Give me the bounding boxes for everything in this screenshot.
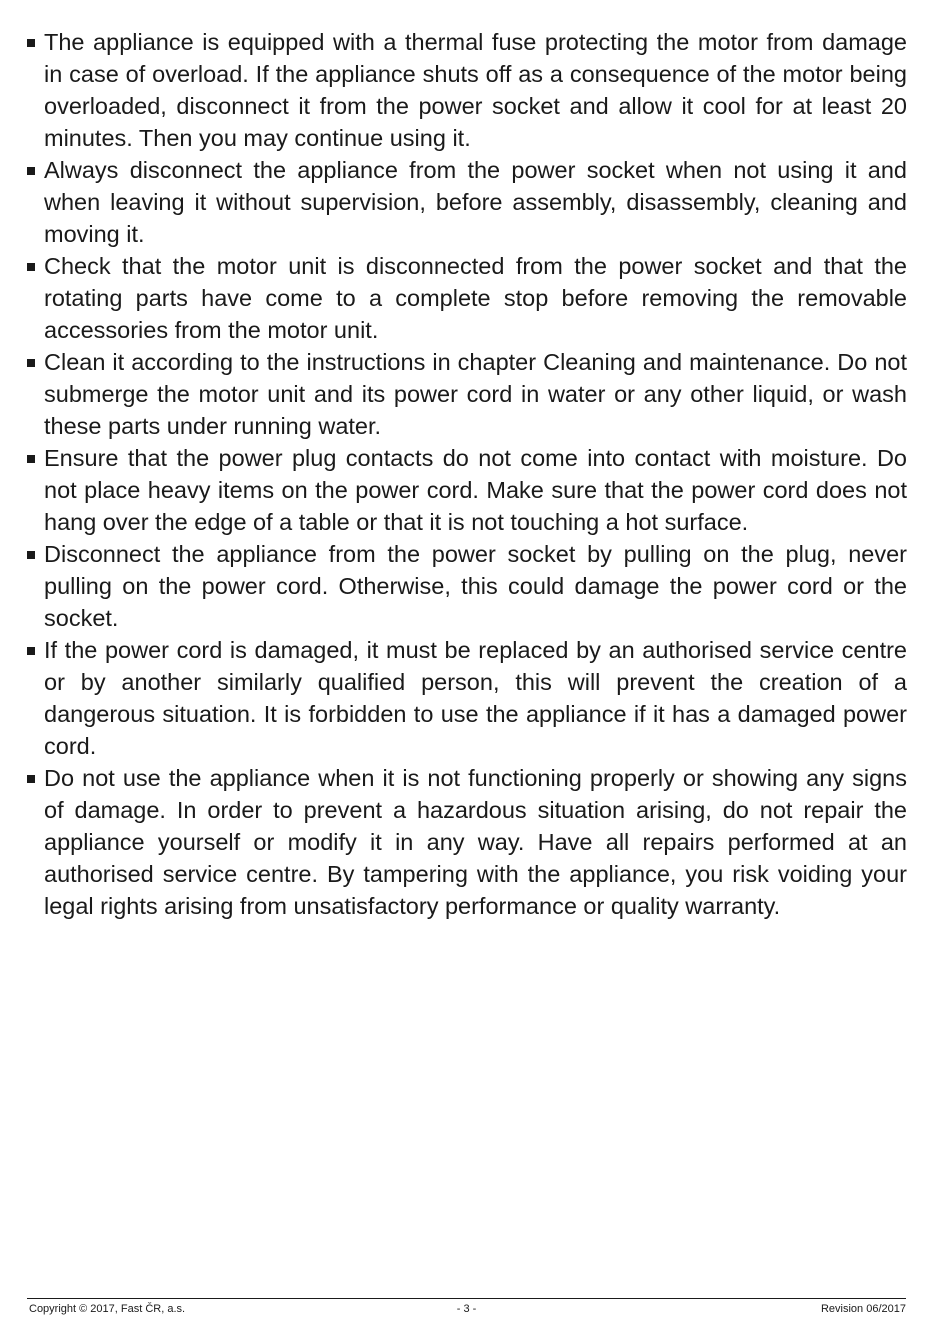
square-bullet-icon <box>27 455 35 463</box>
list-item <box>44 442 907 538</box>
square-bullet-icon <box>27 263 35 271</box>
square-bullet-icon <box>27 775 35 783</box>
square-bullet-icon <box>27 551 35 559</box>
square-bullet-icon <box>27 647 35 655</box>
list-item-text: The appliance is equipped with a thermal fuse protecting the motor from damage in case of overload. If the appliance shuts off as a consequence of the motor being overloaded, disconnect it from the power socket and allow it cool for at least 20 minutes. Then you may continue using it. <box>44 29 907 151</box>
square-bullet-icon <box>27 359 35 367</box>
copyright-text: Copyright © 2017, Fast ČR, a.s. <box>29 1303 186 1315</box>
page-number: - 3 - <box>456 1303 477 1315</box>
document-body <box>0 26 933 922</box>
list-item-text: Ensure that the power plug contacts do not come into contact with moisture. Do not place heavy items on the power cord. Make sure that the power cord does not hang over the edge of a table or that it is not touching a hot surface. <box>44 445 907 535</box>
page-footer <box>27 1298 906 1319</box>
square-bullet-icon <box>27 39 35 47</box>
list-item-text: Always disconnect the appliance from the power socket when not using it and when leaving it without supervision, before assembly, disassembly, cleaning and moving it. <box>44 157 907 247</box>
list-item <box>44 346 907 442</box>
list-item <box>44 154 907 250</box>
revision-text: Revision 06/2017 <box>820 1303 906 1315</box>
list-item-text: Check that the motor unit is disconnected from the power socket and that the rotating parts have come to a complete stop before removing the removable accessories from the motor unit. <box>44 253 907 343</box>
list-item <box>44 634 907 762</box>
safety-instructions-list <box>0 26 933 922</box>
square-bullet-icon <box>27 167 35 175</box>
list-item <box>44 538 907 634</box>
list-item <box>44 26 907 154</box>
list-item <box>44 762 907 922</box>
list-item-text: Clean it according to the instructions in chapter Cleaning and maintenance. Do not submerge the motor unit and its power cord in water or any other liquid, or wash these parts under running water. <box>44 349 907 439</box>
list-item <box>44 250 907 346</box>
list-item-text: If the power cord is damaged, it must be replaced by an authorised service centre or by another similarly qualified person, this will prevent the creation of a dangerous situation. It is forbidden to use the appliance if it has a damaged power cord. <box>44 637 907 759</box>
list-item-text: Do not use the appliance when it is not functioning properly or showing any signs of damage. In order to prevent a hazardous situation arising, do not repair the appliance yourself or modify it in any way. Have all repairs performed at an authorised service centre. By tampering with the appliance, you risk voiding your legal rights arising from unsatisfactory performance or quality warranty. <box>44 765 907 919</box>
list-item-text: Disconnect the appliance from the power socket by pulling on the plug, never pulling on the power cord. Otherwise, this could damage the power cord or the socket. <box>44 541 907 631</box>
